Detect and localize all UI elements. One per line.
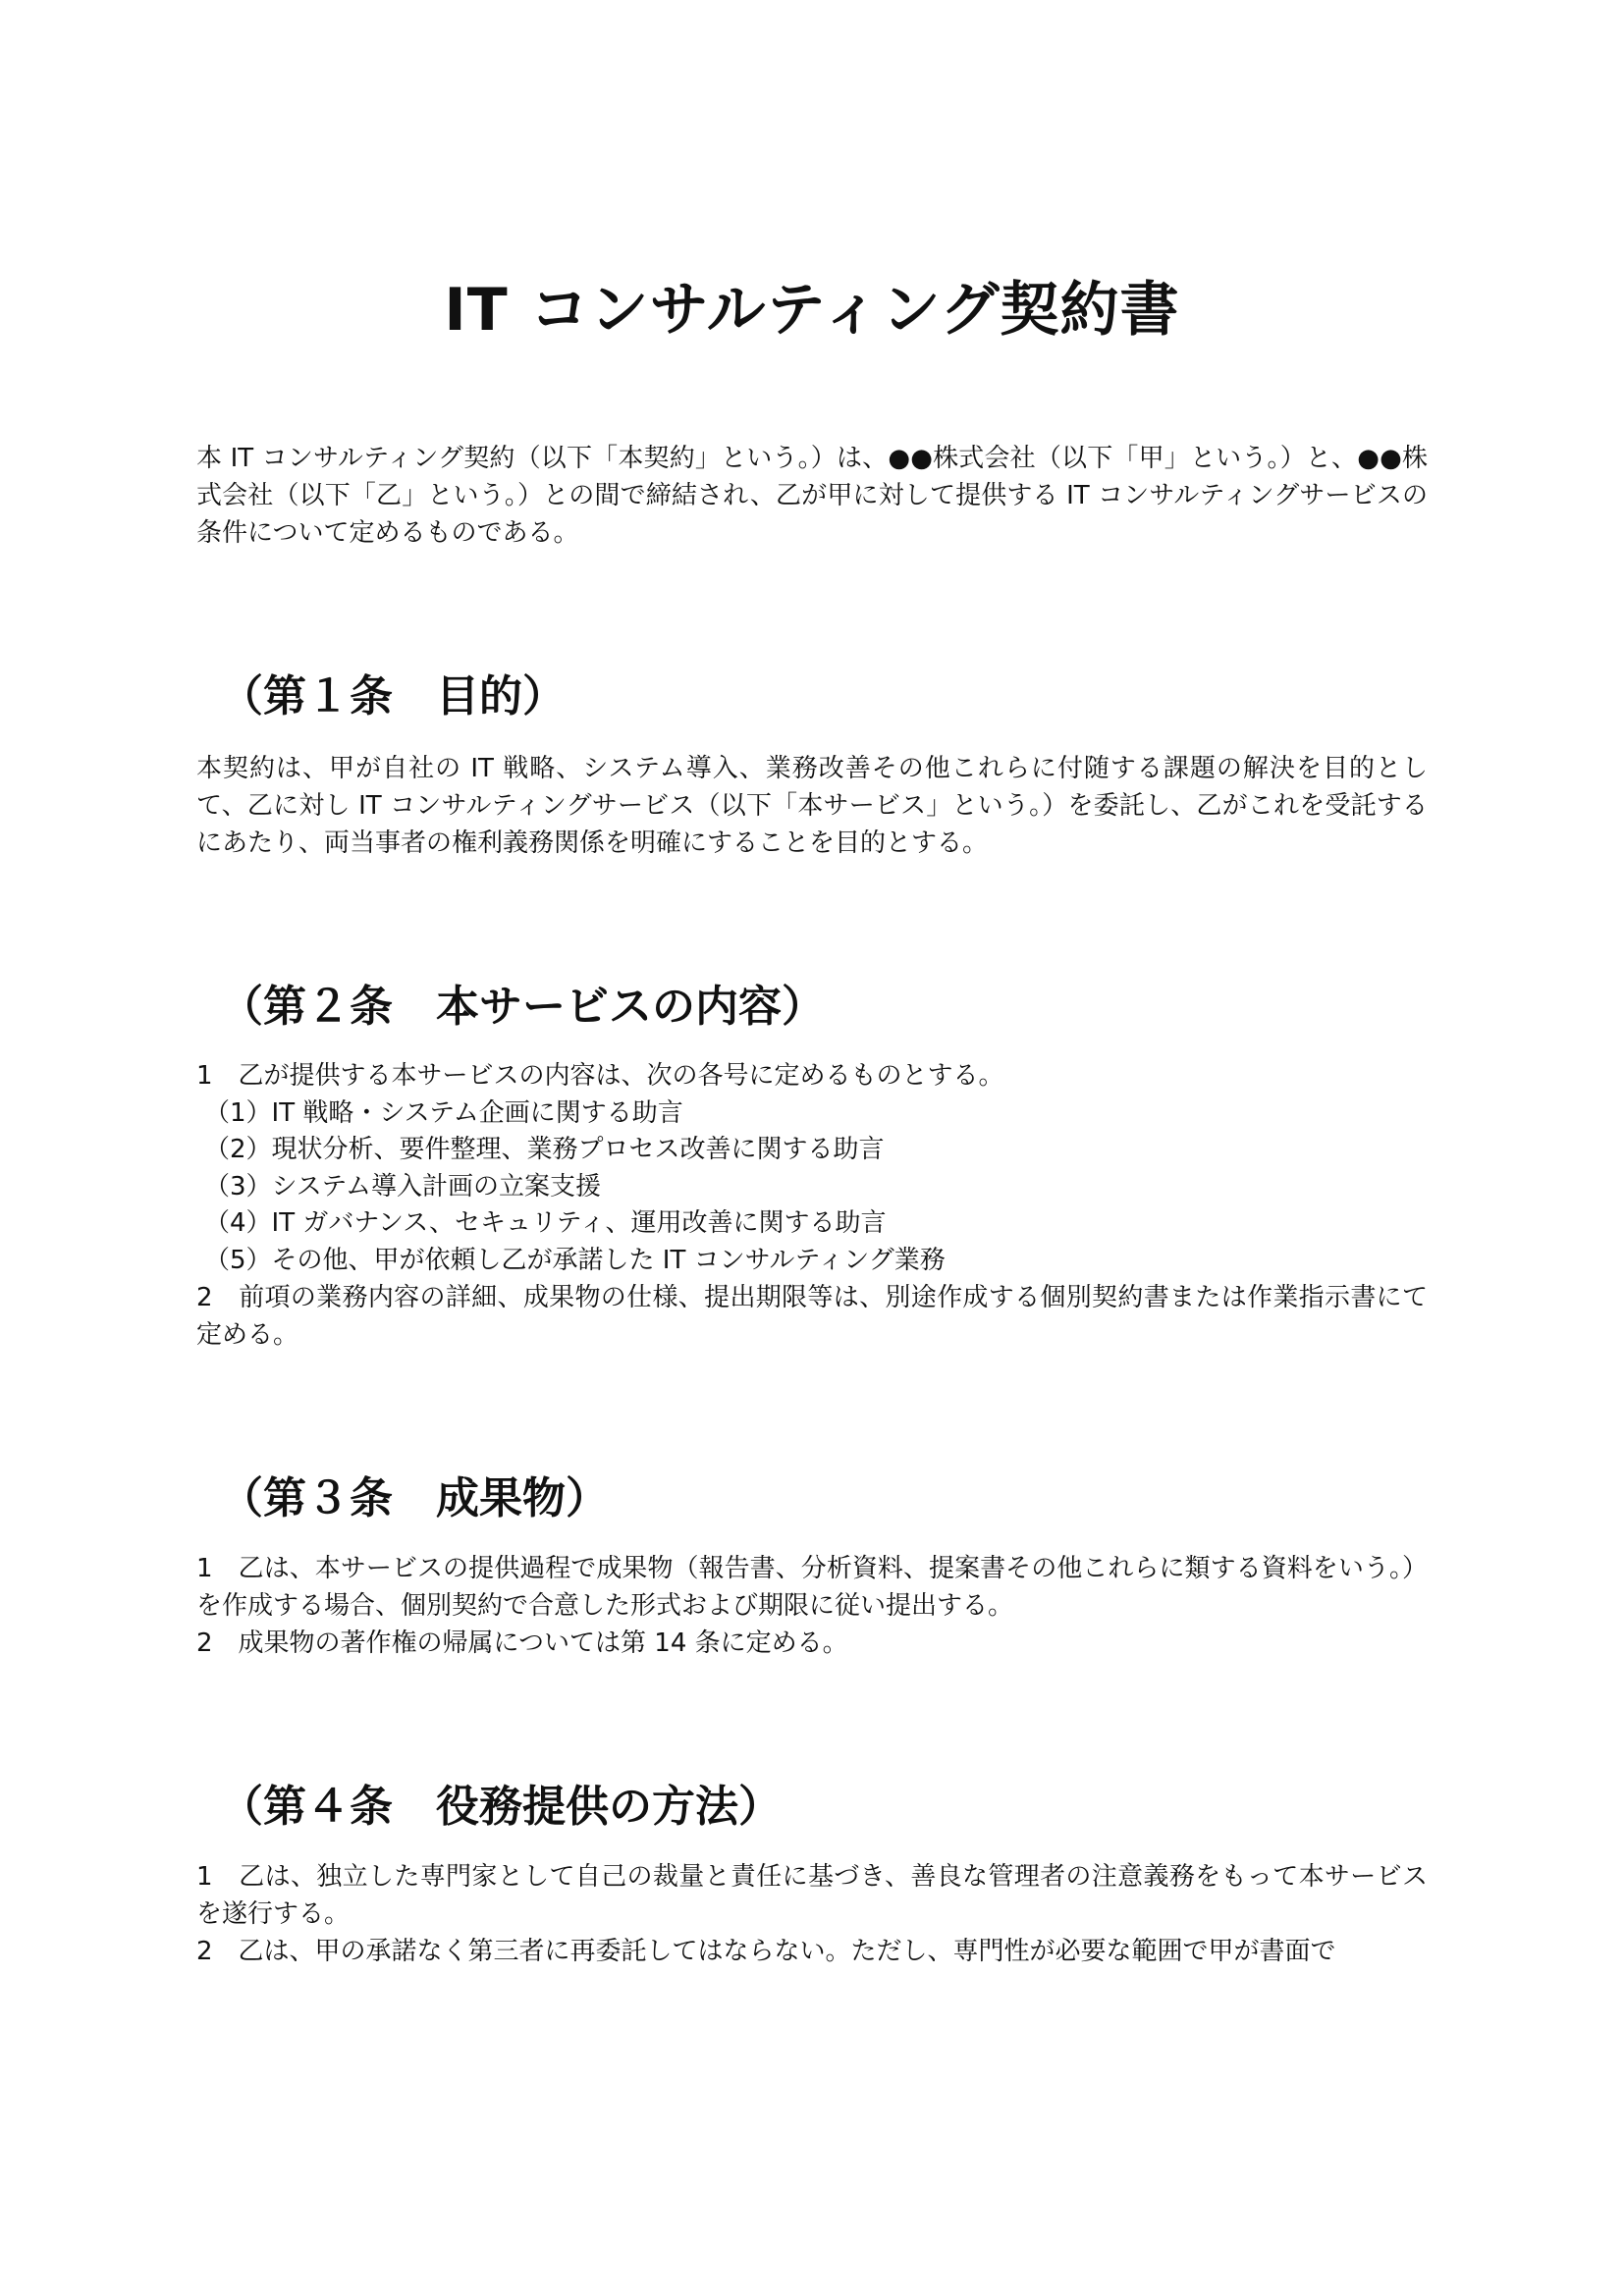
article-3 — [196, 1469, 1428, 1662]
article-2-heading: （第２条 本サービスの内容） — [220, 982, 825, 1032]
article-1-heading: （第１条 目的） — [220, 671, 566, 721]
article-3-heading: （第３条 成果物） — [220, 1473, 609, 1523]
article-2-item: （1）IT 戦略・システム企画に関する助言 — [204, 1097, 683, 1128]
preamble: 本 IT コンサルティング契約（以下「本契約」という。）は、●●株式会社（以下「甲」という。）と、●●株式会社（以下「乙」という。）との間で締結され、乙が甲に対して提供する IT コンサルティングサービスの条件について定めるものである。 — [196, 444, 1428, 548]
article-3-clause-1: 1 乙は、本サービスの提供過程で成果物（報告書、分析資料、提案書その他これらに類する資料をいう。）を作成する場合、個別契約で合意した形式および期限に従い提出する。 — [196, 1554, 1428, 1621]
article-1-body: 本契約は、甲が自社の IT 戦略、システム導入、業務改善その他これらに付随する課題の解決を目的として、乙に対し IT コンサルティングサービス（以下「本サービス」という。）を委託し、乙がこれを受託するにあたり、両当事者の権利義務関係を明確にすることを目的とする。 — [196, 754, 1428, 858]
article-2-clause-1: 1 乙が提供する本サービスの内容は、次の各号に定めるものとする。 — [196, 1061, 1004, 1091]
article-1 — [196, 667, 1428, 862]
article-2-item: （4）IT ガバナンス、セキュリティ、運用改善に関する助言 — [204, 1208, 887, 1238]
article-2 — [196, 978, 1428, 1354]
document-body — [196, 440, 1428, 1970]
article-2-item: （5）その他、甲が依頼し乙が承諾した IT コンサルティング業務 — [204, 1245, 946, 1275]
article-4-heading: （第４条 役務提供の方法） — [220, 1782, 782, 1832]
article-4-clause-1: 1 乙は、独立した専門家として自己の裁量と責任に基づき、善良な管理者の注意義務をもって本サービスを遂行する。 — [196, 1862, 1428, 1929]
article-2-item: （3）システム導入計画の立案支援 — [204, 1171, 601, 1201]
article-3-clause-2: 2 成果物の著作権の帰属については第 14 条に定める。 — [196, 1629, 848, 1658]
article-4 — [196, 1778, 1428, 1970]
article-4-clause-2: 2 乙は、甲の承諾なく第三者に再委託してはならない。ただし、専門性が必要な範囲で甲が書面で — [196, 1937, 1336, 1966]
article-2-clause-2: 2 前項の業務内容の詳細、成果物の仕様、提出期限等は、別途作成する個別契約書または作業指示書にて定める。 — [196, 1283, 1428, 1350]
article-2-item: （2）現状分析、要件整理、業務プロセス改善に関する助言 — [204, 1135, 885, 1164]
document-title: IT コンサルティング契約書 — [444, 276, 1180, 345]
